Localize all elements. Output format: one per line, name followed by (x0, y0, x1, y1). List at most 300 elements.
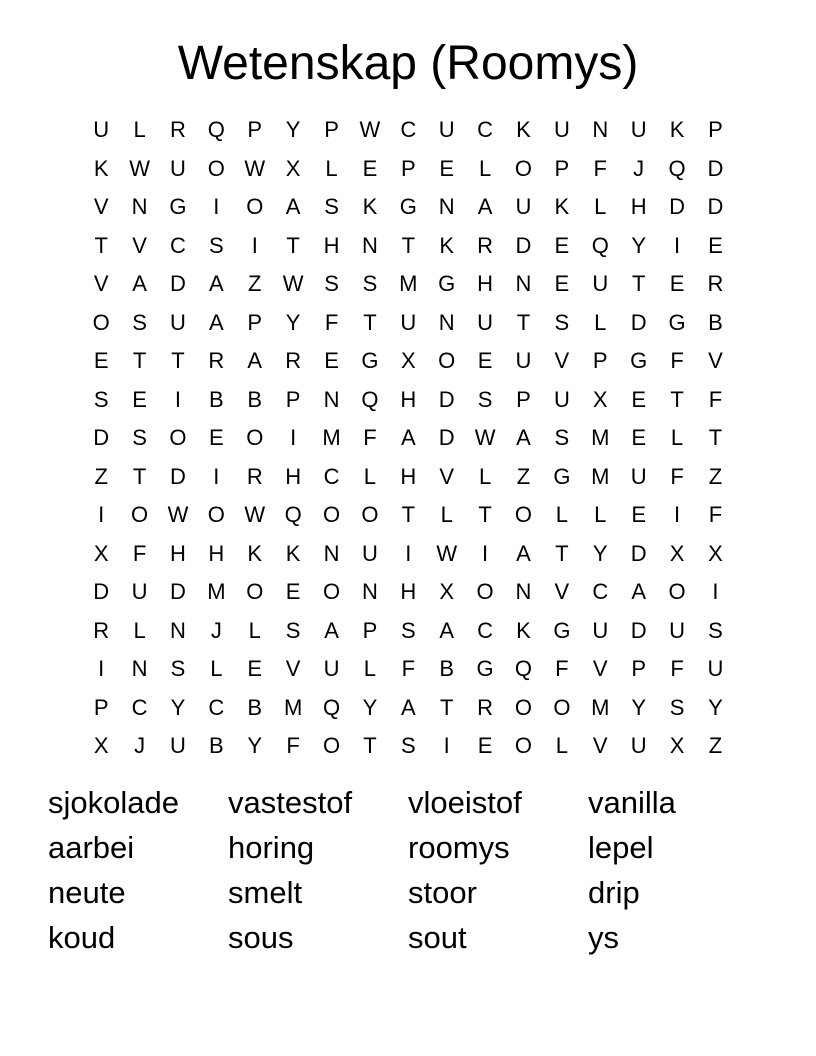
grid-letter: P (592, 348, 608, 373)
grid-letter: Y (170, 694, 186, 720)
grid-letter: O (207, 502, 225, 527)
grid-letter: S (554, 425, 570, 450)
word-list-item: vanilla (588, 785, 676, 820)
grid-letter: H (400, 579, 417, 604)
grid-letter: N (438, 309, 455, 335)
grid-letter: O (322, 733, 341, 758)
grid-letter: J (633, 155, 645, 181)
grid-letter: D (669, 194, 685, 219)
grid-letter: U (515, 348, 532, 373)
grid-letter: H (400, 386, 417, 412)
grid-letter: W (474, 425, 496, 450)
grid-letter: B (209, 386, 224, 412)
grid-letter: F (670, 463, 684, 489)
grid-letter: R (477, 694, 494, 720)
grid-letter: D (170, 271, 186, 296)
grid-letter: H (400, 463, 417, 489)
grid-letter: L (133, 117, 146, 142)
grid-letter: U (630, 117, 647, 142)
letter-grid (82, 111, 735, 766)
grid-letter: J (210, 617, 222, 643)
grid-letter: N (170, 617, 186, 643)
grid-letter: O (668, 579, 686, 604)
grid-letter: A (477, 194, 493, 219)
grid-letter: T (132, 348, 147, 373)
grid-letter: D (630, 540, 647, 566)
grid-letter: U (323, 656, 340, 681)
grid-letter: S (400, 733, 416, 758)
grid-letter: M (322, 425, 341, 450)
grid-letter: Z (708, 733, 723, 758)
grid-letter: P (324, 117, 339, 142)
grid-letter: A (516, 540, 531, 566)
grid-letter: L (670, 425, 684, 450)
grid-letter: L (594, 309, 607, 335)
grid-letter: V (592, 656, 608, 681)
grid-letter: A (516, 425, 531, 450)
grid-letter: C (400, 117, 417, 142)
grid-letter: U (361, 540, 378, 566)
grid-letter: V (554, 579, 570, 604)
grid-letter: C (477, 617, 494, 643)
grid-letter: N (438, 194, 455, 219)
grid-letter: X (400, 348, 416, 373)
grid-letter: U (170, 733, 186, 758)
grid-letter: O (514, 502, 533, 527)
grid-letter: T (363, 309, 377, 335)
grid-letter: L (363, 656, 377, 681)
grid-letter: I (673, 502, 681, 527)
grid-letter: Q (514, 656, 533, 681)
grid-letter: W (244, 155, 266, 181)
grid-letter: H (170, 540, 186, 566)
grid-letter: V (93, 271, 109, 296)
grid-letter: Y (592, 540, 608, 566)
grid-letter: E (477, 733, 493, 758)
grid-letter: L (594, 502, 607, 527)
word-list-item: sous (228, 920, 294, 955)
grid-letter: X (708, 540, 723, 566)
grid-letter: F (555, 656, 569, 681)
word-list-item: sjokolade (48, 785, 179, 820)
grid-letter: X (439, 579, 455, 604)
grid-letter: M (399, 271, 418, 296)
grid-letter: K (93, 155, 109, 181)
grid-letter: Y (631, 232, 646, 258)
grid-letter: M (591, 463, 610, 489)
grid-letter: M (591, 694, 610, 720)
grid-letter: Z (248, 271, 262, 296)
grid-letter: I (290, 425, 297, 450)
grid-letter: A (400, 694, 416, 720)
grid-letter: O (514, 155, 533, 181)
grid-letter: K (516, 617, 531, 643)
grid-letter: F (593, 155, 607, 181)
grid-letter: O (246, 194, 264, 219)
grid-letter: S (209, 232, 224, 258)
grid-letter: Q (361, 386, 379, 412)
grid-letter: N (361, 232, 378, 258)
grid-letter: I (98, 502, 105, 527)
grid-letter: H (323, 232, 340, 258)
grid-letter: L (363, 463, 377, 489)
grid-letter: P (93, 694, 109, 720)
grid-letter: T (555, 540, 569, 566)
grid-letter: F (401, 656, 416, 681)
grid-letter: O (476, 579, 494, 604)
grid-letter: E (554, 271, 570, 296)
grid-letter: N (131, 656, 148, 681)
grid-letter: Y (285, 117, 301, 142)
grid-letter: N (323, 386, 340, 412)
grid-letter: D (707, 155, 724, 181)
word-list-item: roomys (408, 830, 510, 865)
grid-letter: M (207, 579, 226, 604)
grid-letter: A (400, 425, 416, 450)
grid-letter: P (285, 386, 301, 412)
grid-letter: C (592, 579, 609, 604)
grid-letter: U (553, 386, 570, 412)
grid-letter: A (209, 309, 224, 335)
grid-letter: E (631, 386, 646, 412)
grid-letter: I (673, 232, 681, 258)
grid-letter: Z (94, 463, 108, 489)
grid-letter: V (554, 348, 570, 373)
grid-letter: G (438, 271, 456, 296)
page-title: Wetenskap (Roomys) (177, 37, 639, 90)
grid-letter: F (132, 540, 147, 566)
grid-letter: S (669, 694, 685, 720)
grid-letter: R (477, 232, 494, 258)
word-list-item: ys (588, 920, 619, 955)
grid-letter: X (93, 540, 109, 566)
grid-letter: O (322, 579, 341, 604)
grid-letter: E (285, 579, 301, 604)
grid-letter: O (92, 309, 110, 335)
grid-letter: Q (207, 117, 225, 142)
grid-letter: G (553, 617, 571, 643)
grid-letter: P (362, 617, 378, 643)
grid-letter: S (400, 617, 416, 643)
grid-letter: A (324, 617, 339, 643)
grid-letter: O (207, 155, 225, 181)
grid-letter: V (132, 232, 147, 258)
grid-letter: H (630, 194, 647, 219)
grid-letter: E (477, 348, 493, 373)
grid-letter: U (515, 194, 532, 219)
grid-letter: C (131, 694, 148, 720)
grid-letter: B (247, 694, 263, 720)
grid-letter: K (247, 540, 263, 566)
grid-letter: W (129, 155, 150, 181)
grid-letter: U (707, 656, 724, 681)
grid-letter: R (93, 617, 110, 643)
grid-letter: T (171, 348, 185, 373)
word-list-item: vloeistof (408, 785, 522, 820)
grid-letter: L (594, 194, 607, 219)
grid-letter: O (438, 348, 456, 373)
grid-letter: D (515, 232, 532, 258)
grid-letter: P (631, 656, 646, 681)
grid-letter: T (94, 232, 108, 258)
grid-letter: B (439, 656, 455, 681)
grid-letter: N (515, 271, 532, 296)
grid-letter: U (93, 117, 110, 142)
grid-letter: T (631, 271, 646, 296)
grid-letter: V (592, 733, 608, 758)
grid-letter: O (361, 502, 379, 527)
grid-letter: Q (284, 502, 302, 527)
grid-letter: G (169, 194, 187, 219)
grid-letter: D (93, 425, 110, 450)
grid-letter: N (361, 579, 378, 604)
grid-letter: R (208, 348, 225, 373)
grid-letter: I (443, 733, 450, 758)
grid-letter: W (167, 502, 189, 527)
grid-letter: E (708, 232, 723, 258)
grid-letter: C (477, 117, 494, 142)
grid-letter: L (440, 502, 453, 527)
grid-letter: Y (285, 309, 301, 335)
grid-letter: O (322, 502, 341, 527)
grid-letter: I (174, 386, 182, 412)
grid-letter: F (324, 309, 339, 335)
grid-letter: Z (516, 463, 531, 489)
grid-letter: C (323, 463, 340, 489)
grid-letter: I (213, 194, 220, 219)
grid-letter: I (213, 463, 220, 489)
grid-letter: A (439, 617, 455, 643)
grid-letter: D (630, 617, 647, 643)
grid-letter: C (208, 694, 225, 720)
grid-letter: U (438, 117, 455, 142)
word-list-item: horing (228, 830, 315, 865)
grid-letter: O (553, 694, 571, 720)
grid-letter: I (712, 579, 719, 604)
grid-letter: F (670, 656, 684, 681)
grid-letter: U (477, 309, 494, 335)
word-list-item: drip (588, 875, 640, 910)
grid-letter: L (555, 733, 568, 758)
grid-letter: X (93, 733, 109, 758)
grid-letter: A (285, 194, 301, 219)
grid-letter: P (708, 117, 723, 142)
grid-letter: G (630, 348, 648, 373)
grid-letter: T (286, 232, 300, 258)
grid-letter: R (285, 348, 302, 373)
grid-letter: F (286, 733, 300, 758)
grid-letter: T (363, 733, 377, 758)
grid-letter: E (93, 348, 109, 373)
grid-letter: F (670, 348, 684, 373)
grid-letter: K (362, 194, 378, 219)
grid-letter: Y (631, 694, 646, 720)
grid-letter: E (669, 271, 685, 296)
grid-letter: X (669, 540, 685, 566)
grid-letter: P (247, 117, 263, 142)
grid-letter: Y (708, 694, 723, 720)
grid-letter: S (324, 271, 339, 296)
grid-letter: I (482, 540, 489, 566)
grid-letter: R (246, 463, 263, 489)
word-list-item: stoor (408, 875, 477, 910)
grid-letter: Z (708, 463, 723, 489)
word-list (48, 780, 768, 960)
grid-letter: L (555, 502, 568, 527)
grid-letter: S (93, 386, 109, 412)
grid-letter: D (170, 463, 186, 489)
grid-letter: P (400, 155, 416, 181)
grid-letter: U (400, 309, 417, 335)
grid-letter: Y (247, 733, 263, 758)
word-list-item: neute (48, 875, 126, 910)
grid-letter: X (669, 733, 685, 758)
grid-letter: G (476, 656, 494, 681)
grid-letter: R (707, 271, 724, 296)
grid-letter: A (247, 348, 263, 373)
grid-letter: S (554, 309, 570, 335)
grid-letter: R (170, 117, 186, 142)
word-list-item: sout (408, 920, 467, 955)
grid-letter: T (516, 309, 531, 335)
grid-letter: U (170, 309, 186, 335)
grid-letter: K (669, 117, 685, 142)
grid-letter: T (132, 463, 147, 489)
grid-letter: W (244, 502, 266, 527)
word-list-item: smelt (228, 875, 303, 910)
grid-letter: A (132, 271, 147, 296)
grid-letter: L (325, 155, 338, 181)
grid-letter: N (592, 117, 609, 142)
grid-letter: E (247, 656, 263, 681)
grid-letter: T (439, 694, 454, 720)
grid-letter: F (708, 502, 723, 527)
grid-letter: T (670, 386, 684, 412)
grid-letter: D (707, 194, 724, 219)
grid-letter: H (477, 271, 494, 296)
grid-letter: W (282, 271, 304, 296)
grid-letter: T (401, 232, 416, 258)
grid-letter: O (131, 502, 149, 527)
grid-letter: P (247, 309, 263, 335)
grid-letter: U (592, 617, 609, 643)
grid-letter: D (438, 386, 455, 412)
grid-letter: G (399, 194, 417, 219)
grid-letter: C (170, 232, 186, 258)
grid-letter: O (246, 579, 264, 604)
grid-letter: E (362, 155, 378, 181)
grid-letter: N (131, 194, 148, 219)
grid-letter: E (631, 502, 646, 527)
grid-letter: V (439, 463, 455, 489)
grid-letter: S (477, 386, 493, 412)
grid-letter: E (132, 386, 147, 412)
grid-letter: X (592, 386, 608, 412)
grid-letter: H (208, 540, 225, 566)
grid-letter: L (478, 463, 492, 489)
grid-letter: A (631, 579, 646, 604)
grid-letter: D (170, 579, 186, 604)
grid-letter: L (210, 656, 223, 681)
grid-letter: L (248, 617, 261, 643)
grid-letter: L (478, 155, 492, 181)
grid-letter: T (708, 425, 723, 450)
grid-letter: G (361, 348, 379, 373)
grid-letter: V (93, 194, 109, 219)
grid-letter: E (324, 348, 339, 373)
grid-letter: B (247, 386, 263, 412)
grid-letter: S (362, 271, 378, 296)
grid-letter: I (405, 540, 412, 566)
grid-letter: U (131, 579, 148, 604)
grid-letter: Q (668, 155, 686, 181)
grid-letter: E (439, 155, 455, 181)
grid-letter: U (553, 117, 570, 142)
grid-letter: U (630, 463, 647, 489)
grid-letter: S (324, 194, 339, 219)
grid-letter: H (285, 463, 302, 489)
grid-letter: I (251, 232, 258, 258)
grid-letter: N (515, 579, 532, 604)
grid-letter: P (516, 386, 531, 412)
word-list-item: vastestof (228, 785, 353, 820)
grid-letter: D (630, 309, 647, 335)
grid-letter: Q (591, 232, 609, 258)
grid-letter: G (553, 463, 571, 489)
grid-letter: W (359, 117, 381, 142)
grid-letter: S (170, 656, 186, 681)
grid-letter: K (439, 232, 455, 258)
grid-letter: E (554, 232, 570, 258)
grid-letter: U (170, 155, 186, 181)
grid-letter: O (246, 425, 264, 450)
grid-letter: J (134, 733, 146, 758)
word-list-item: aarbei (48, 830, 135, 865)
grid-letter: P (554, 155, 570, 181)
grid-letter: F (708, 386, 723, 412)
grid-letter: E (209, 425, 224, 450)
grid-letter: T (478, 502, 492, 527)
grid-letter: E (631, 425, 646, 450)
grid-letter: S (132, 425, 147, 450)
grid-letter: K (554, 194, 570, 219)
grid-letter: O (514, 733, 533, 758)
grid-letter: I (98, 656, 105, 681)
grid-letter: X (285, 155, 301, 181)
grid-letter: S (708, 617, 723, 643)
grid-letter: F (363, 425, 377, 450)
word-list-item: koud (48, 920, 116, 955)
grid-letter: T (401, 502, 416, 527)
grid-letter: S (132, 309, 147, 335)
grid-letter: D (93, 579, 110, 604)
grid-letter: A (209, 271, 224, 296)
grid-letter: G (668, 309, 686, 335)
grid-letter: U (630, 733, 647, 758)
grid-letter: O (514, 694, 533, 720)
grid-letter: L (133, 617, 146, 643)
grid-letter: O (169, 425, 187, 450)
grid-letter: U (592, 271, 609, 296)
grid-letter: V (285, 656, 301, 681)
grid-letter: B (708, 309, 723, 335)
grid-letter: Q (322, 694, 341, 720)
grid-letter: D (438, 425, 455, 450)
grid-letter: M (283, 694, 303, 720)
grid-letter: Y (362, 694, 378, 720)
grid-letter: N (323, 540, 340, 566)
grid-letter: V (708, 348, 723, 373)
